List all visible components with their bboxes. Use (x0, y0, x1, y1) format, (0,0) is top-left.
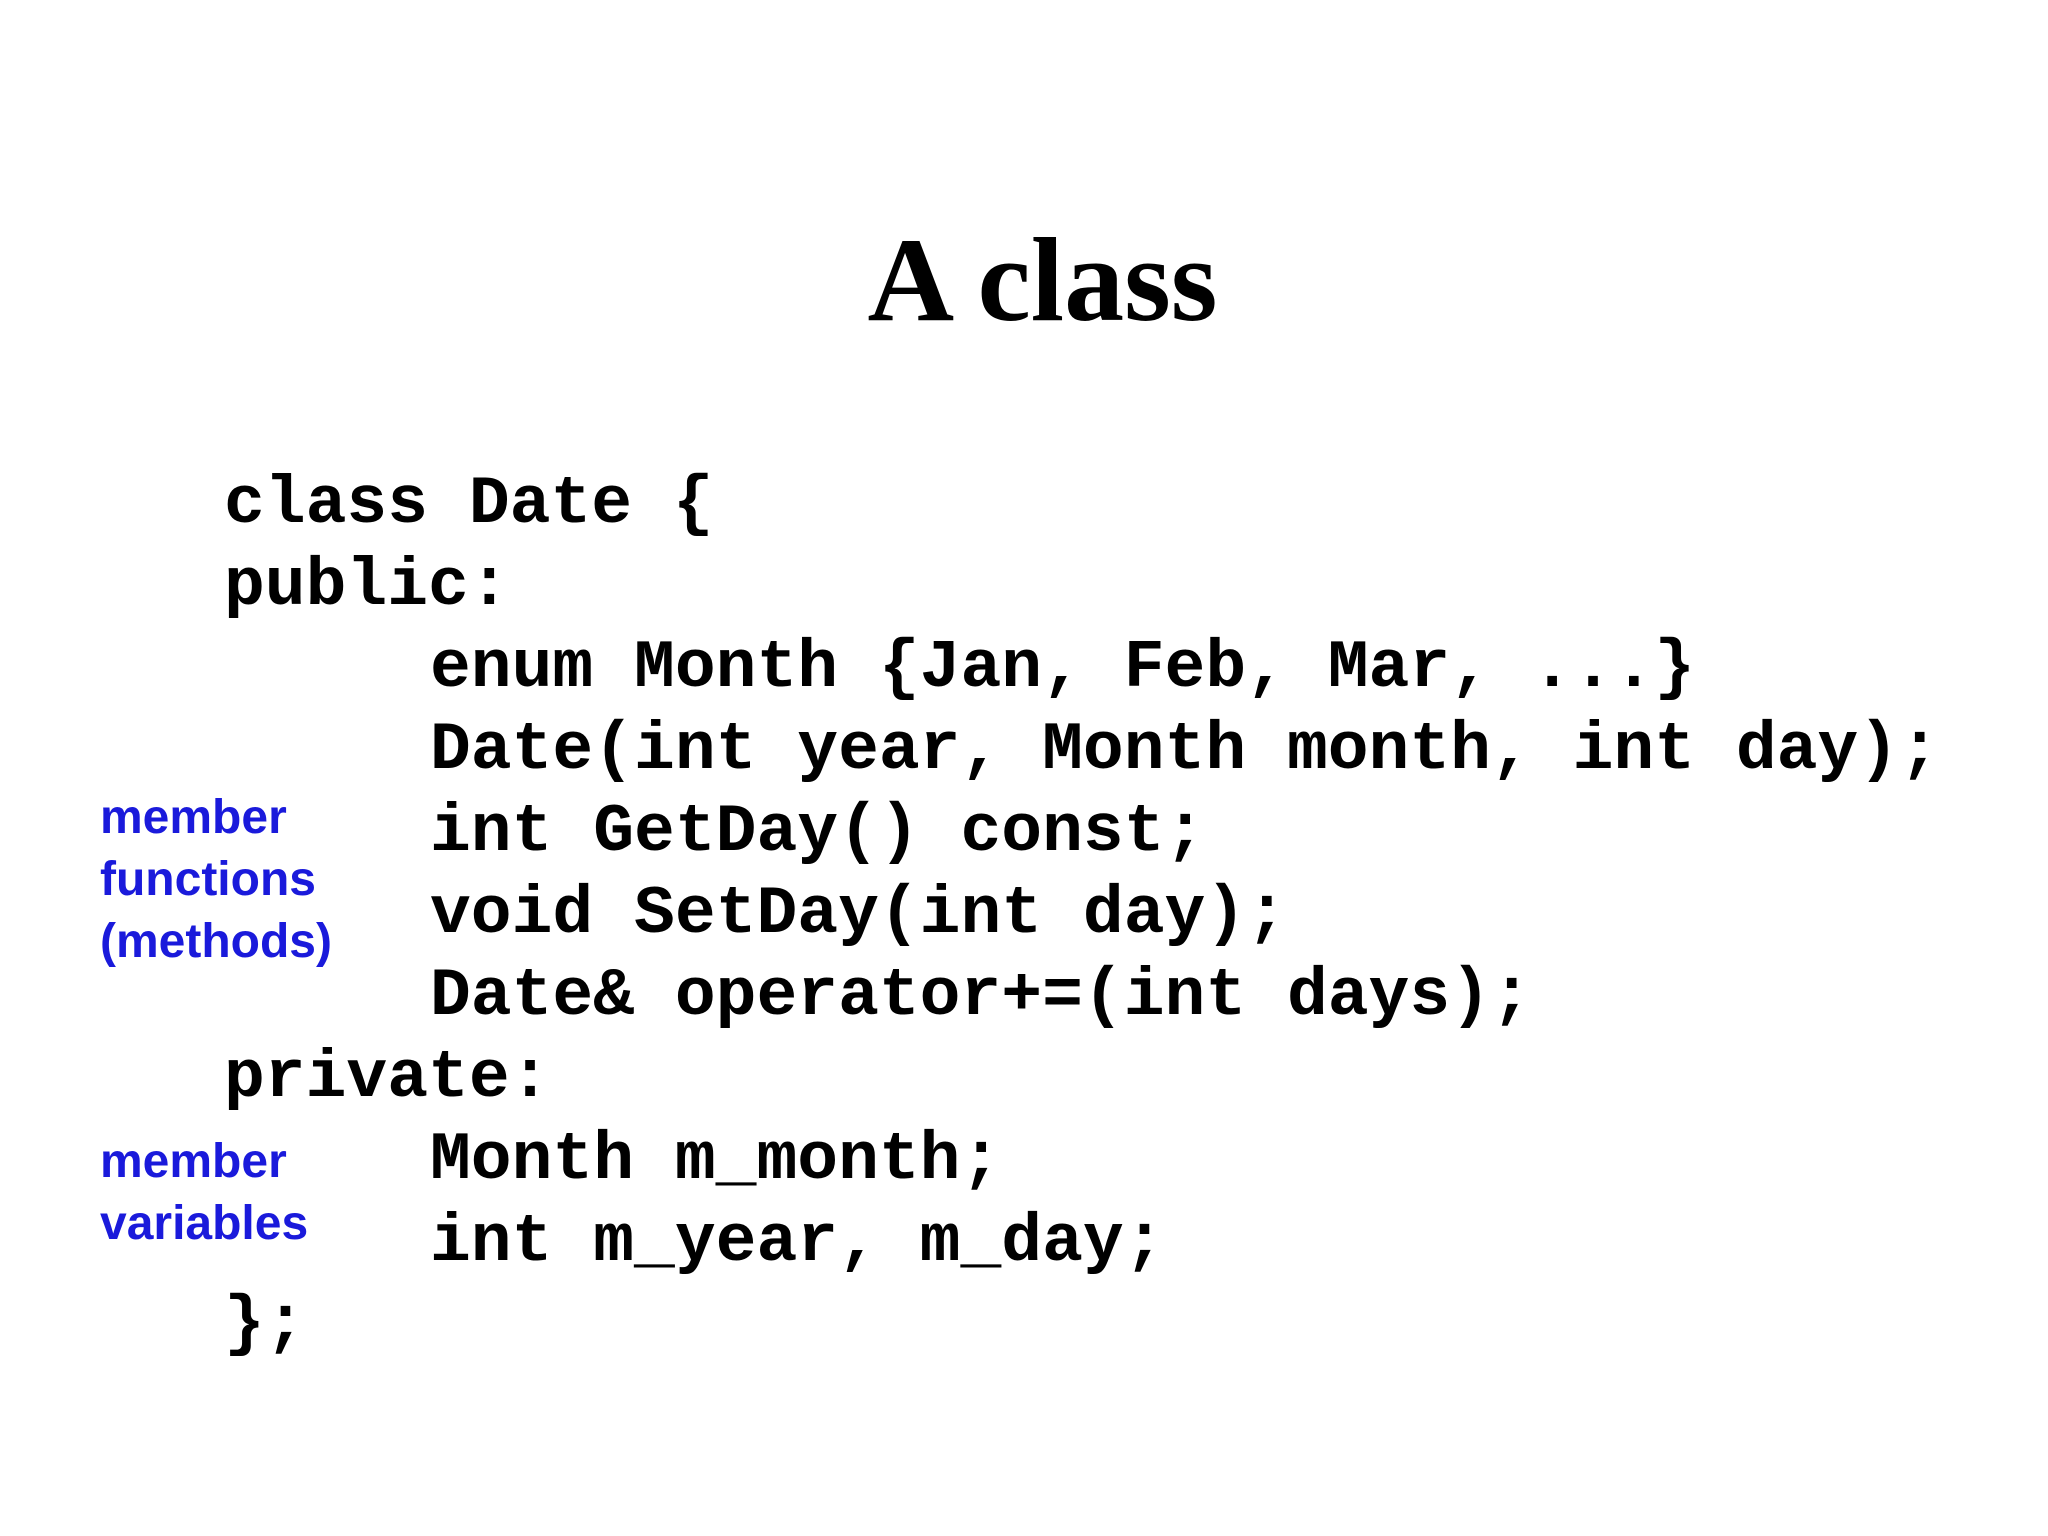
code-line-constructor: Date(int year, Month month, int day); (430, 712, 1940, 789)
code-line-closing-brace: }; (224, 1286, 306, 1363)
annotation-member-variables-line1: member (100, 1135, 287, 1188)
slide-title: A class (867, 213, 1218, 346)
code-line-enum: enum Month {Jan, Feb, Mar, ...} (430, 630, 1696, 707)
code-line-class-decl: class Date { (224, 466, 714, 543)
annotation-member-functions-line3: (methods) (100, 915, 332, 968)
annotation-member-functions-line1: member (100, 791, 287, 844)
annotation-member-functions-line2: functions (100, 853, 316, 906)
code-line-month-member: Month m_month; (430, 1122, 1002, 1199)
annotation-member-variables-line2: variables (100, 1197, 309, 1250)
code-line-public: public: (224, 548, 510, 625)
code-line-setday: void SetDay(int day); (430, 876, 1287, 953)
code-line-getday: int GetDay() const; (430, 794, 1206, 871)
code-line-operator: Date& operator+=(int days); (430, 958, 1532, 1035)
code-line-private: private: (224, 1040, 551, 1117)
code-line-year-day-members: int m_year, m_day; (430, 1204, 1165, 1281)
